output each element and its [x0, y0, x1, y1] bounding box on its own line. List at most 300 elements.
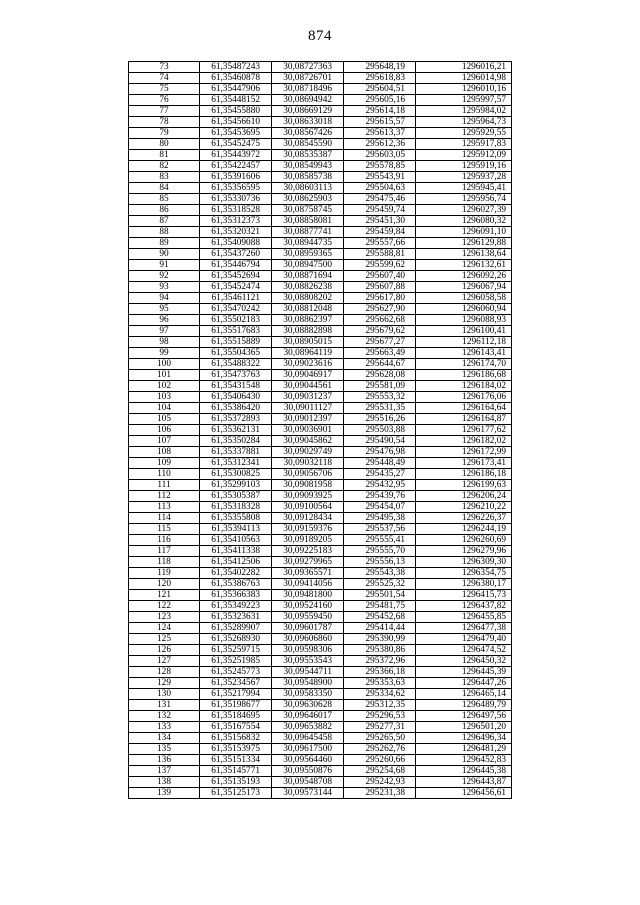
point-number-cell: 90	[129, 249, 200, 260]
longitude-cell: 30,08758745	[272, 205, 344, 216]
point-number-cell: 134	[129, 733, 200, 744]
latitude-cell: 61,35259715	[200, 645, 272, 656]
latitude-cell: 61,35145771	[200, 766, 272, 777]
y-coordinate-cell: 1296016,21	[416, 62, 512, 73]
y-coordinate-cell: 1296455,85	[416, 612, 512, 623]
y-coordinate-cell: 1296244,19	[416, 524, 512, 535]
longitude-cell: 30,09564460	[272, 755, 344, 766]
x-coordinate-cell: 295553,32	[344, 392, 416, 403]
point-number-cell: 107	[129, 436, 200, 447]
latitude-cell: 61,35386420	[200, 403, 272, 414]
latitude-cell: 61,35350284	[200, 436, 272, 447]
x-coordinate-cell: 295557,66	[344, 238, 416, 249]
point-number-cell: 81	[129, 150, 200, 161]
latitude-cell: 61,35289907	[200, 623, 272, 634]
longitude-cell: 30,09414056	[272, 579, 344, 590]
point-number-cell: 129	[129, 678, 200, 689]
latitude-cell: 61,35362131	[200, 425, 272, 436]
page-number: 874	[308, 28, 332, 44]
y-coordinate-cell: 1295956,74	[416, 194, 512, 205]
x-coordinate-cell: 295390,99	[344, 634, 416, 645]
y-coordinate-cell: 1296182,02	[416, 436, 512, 447]
table-row	[129, 315, 512, 326]
point-number-cell: 98	[129, 337, 200, 348]
table-row	[129, 436, 512, 447]
x-coordinate-cell: 295448,49	[344, 458, 416, 469]
latitude-cell: 61,35461121	[200, 293, 272, 304]
y-coordinate-cell: 1296129,88	[416, 238, 512, 249]
point-number-cell: 131	[129, 700, 200, 711]
y-coordinate-cell: 1296501,20	[416, 722, 512, 733]
y-coordinate-cell: 1296088,93	[416, 315, 512, 326]
y-coordinate-cell: 1296206,24	[416, 491, 512, 502]
x-coordinate-cell: 295414,44	[344, 623, 416, 634]
x-coordinate-cell: 295581,09	[344, 381, 416, 392]
latitude-cell: 61,35437260	[200, 249, 272, 260]
latitude-cell: 61,35337881	[200, 447, 272, 458]
table-row	[129, 359, 512, 370]
point-number-cell: 89	[129, 238, 200, 249]
point-number-cell: 132	[129, 711, 200, 722]
y-coordinate-cell: 1295929,55	[416, 128, 512, 139]
latitude-cell: 61,35320321	[200, 227, 272, 238]
table-row	[129, 788, 512, 799]
point-number-cell: 115	[129, 524, 200, 535]
table-row	[129, 513, 512, 524]
y-coordinate-cell: 1296173,41	[416, 458, 512, 469]
point-number-cell: 135	[129, 744, 200, 755]
y-coordinate-cell: 1296452,83	[416, 755, 512, 766]
point-number-cell: 101	[129, 370, 200, 381]
longitude-cell: 30,08726701	[272, 73, 344, 84]
table-row	[129, 150, 512, 161]
y-coordinate-cell: 1295997,57	[416, 95, 512, 106]
x-coordinate-cell: 295265,50	[344, 733, 416, 744]
x-coordinate-cell: 295662,68	[344, 315, 416, 326]
latitude-cell: 61,35447906	[200, 84, 272, 95]
y-coordinate-cell: 1296447,26	[416, 678, 512, 689]
longitude-cell: 30,09544711	[272, 667, 344, 678]
point-number-cell: 122	[129, 601, 200, 612]
x-coordinate-cell: 295555,70	[344, 546, 416, 557]
table-row	[129, 205, 512, 216]
longitude-cell: 30,09032118	[272, 458, 344, 469]
latitude-cell: 61,35452694	[200, 271, 272, 282]
longitude-cell: 30,09225183	[272, 546, 344, 557]
table-row	[129, 535, 512, 546]
latitude-cell: 61,35412506	[200, 557, 272, 568]
point-number-cell: 91	[129, 260, 200, 271]
x-coordinate-cell: 295277,31	[344, 722, 416, 733]
latitude-cell: 61,35410563	[200, 535, 272, 546]
table-row	[129, 469, 512, 480]
table-row	[129, 73, 512, 84]
y-coordinate-cell: 1296014,98	[416, 73, 512, 84]
x-coordinate-cell: 295353,63	[344, 678, 416, 689]
point-number-cell: 77	[129, 106, 200, 117]
point-number-cell: 116	[129, 535, 200, 546]
point-number-cell: 109	[129, 458, 200, 469]
longitude-cell: 30,09598306	[272, 645, 344, 656]
longitude-cell: 30,09029749	[272, 447, 344, 458]
latitude-cell: 61,35318528	[200, 205, 272, 216]
longitude-cell: 30,09553543	[272, 656, 344, 667]
longitude-cell: 30,09036901	[272, 425, 344, 436]
y-coordinate-cell: 1296450,32	[416, 656, 512, 667]
longitude-cell: 30,08625903	[272, 194, 344, 205]
latitude-cell: 61,35402282	[200, 568, 272, 579]
latitude-cell: 61,35409088	[200, 238, 272, 249]
latitude-cell: 61,35502183	[200, 315, 272, 326]
point-number-cell: 110	[129, 469, 200, 480]
point-number-cell: 138	[129, 777, 200, 788]
y-coordinate-cell: 1296497,56	[416, 711, 512, 722]
latitude-cell: 61,35300825	[200, 469, 272, 480]
y-coordinate-cell: 1296465,14	[416, 689, 512, 700]
latitude-cell: 61,35422457	[200, 161, 272, 172]
point-number-cell: 121	[129, 590, 200, 601]
y-coordinate-cell: 1296092,26	[416, 271, 512, 282]
latitude-cell: 61,35446794	[200, 260, 272, 271]
x-coordinate-cell: 295454,07	[344, 502, 416, 513]
table-row	[129, 84, 512, 95]
longitude-cell: 30,09081958	[272, 480, 344, 491]
y-coordinate-cell: 1296437,82	[416, 601, 512, 612]
table-row	[129, 392, 512, 403]
longitude-cell: 30,09044561	[272, 381, 344, 392]
y-coordinate-cell: 1296479,40	[416, 634, 512, 645]
x-coordinate-cell: 295543,91	[344, 172, 416, 183]
x-coordinate-cell: 295501,54	[344, 590, 416, 601]
table-row	[129, 260, 512, 271]
point-number-cell: 111	[129, 480, 200, 491]
point-number-cell: 103	[129, 392, 200, 403]
x-coordinate-cell: 295254,68	[344, 766, 416, 777]
x-coordinate-cell: 295459,74	[344, 205, 416, 216]
x-coordinate-cell: 295432,95	[344, 480, 416, 491]
table-row	[129, 689, 512, 700]
table-row	[129, 546, 512, 557]
latitude-cell: 61,35356595	[200, 183, 272, 194]
x-coordinate-cell: 295556,13	[344, 557, 416, 568]
x-coordinate-cell: 295296,53	[344, 711, 416, 722]
table-row	[129, 117, 512, 128]
longitude-cell: 30,08545590	[272, 139, 344, 150]
y-coordinate-cell: 1295919,16	[416, 161, 512, 172]
x-coordinate-cell: 295435,27	[344, 469, 416, 480]
point-number-cell: 78	[129, 117, 200, 128]
point-number-cell: 97	[129, 326, 200, 337]
table-row	[129, 667, 512, 678]
table-row	[129, 447, 512, 458]
longitude-cell: 30,09606860	[272, 634, 344, 645]
longitude-cell: 30,09559450	[272, 612, 344, 623]
longitude-cell: 30,09023616	[272, 359, 344, 370]
table-row	[129, 722, 512, 733]
x-coordinate-cell: 295242,93	[344, 777, 416, 788]
y-coordinate-cell: 1296164,87	[416, 414, 512, 425]
y-coordinate-cell: 1296260,69	[416, 535, 512, 546]
y-coordinate-cell: 1296172,99	[416, 447, 512, 458]
x-coordinate-cell: 295504,63	[344, 183, 416, 194]
y-coordinate-cell: 1296199,63	[416, 480, 512, 491]
point-number-cell: 125	[129, 634, 200, 645]
y-coordinate-cell: 1296279,96	[416, 546, 512, 557]
latitude-cell: 61,35135193	[200, 777, 272, 788]
point-number-cell: 85	[129, 194, 200, 205]
latitude-cell: 61,35460878	[200, 73, 272, 84]
y-coordinate-cell: 1296354,75	[416, 568, 512, 579]
latitude-cell: 61,35431548	[200, 381, 272, 392]
y-coordinate-cell: 1296164,64	[416, 403, 512, 414]
x-coordinate-cell: 295614,18	[344, 106, 416, 117]
longitude-cell: 30,09045862	[272, 436, 344, 447]
x-coordinate-cell: 295613,37	[344, 128, 416, 139]
table-row	[129, 458, 512, 469]
latitude-cell: 61,35391606	[200, 172, 272, 183]
x-coordinate-cell: 295617,80	[344, 293, 416, 304]
y-coordinate-cell: 1296481,29	[416, 744, 512, 755]
x-coordinate-cell: 295605,16	[344, 95, 416, 106]
x-coordinate-cell: 295439,76	[344, 491, 416, 502]
point-number-cell: 136	[129, 755, 200, 766]
y-coordinate-cell: 1296184,02	[416, 381, 512, 392]
y-coordinate-cell: 1296186,18	[416, 469, 512, 480]
y-coordinate-cell: 1296474,52	[416, 645, 512, 656]
table-row	[129, 106, 512, 117]
point-number-cell: 84	[129, 183, 200, 194]
point-number-cell: 123	[129, 612, 200, 623]
latitude-cell: 61,35411338	[200, 546, 272, 557]
table-row	[129, 95, 512, 106]
point-number-cell: 102	[129, 381, 200, 392]
x-coordinate-cell: 295627,90	[344, 304, 416, 315]
y-coordinate-cell: 1295937,28	[416, 172, 512, 183]
longitude-cell: 30,08567426	[272, 128, 344, 139]
y-coordinate-cell: 1296489,79	[416, 700, 512, 711]
y-coordinate-cell: 1296091,10	[416, 227, 512, 238]
x-coordinate-cell: 295604,51	[344, 84, 416, 95]
table-row	[129, 755, 512, 766]
point-number-cell: 139	[129, 788, 200, 799]
coordinates-table-body	[129, 62, 512, 799]
longitude-cell: 30,09524160	[272, 601, 344, 612]
latitude-cell: 61,35156832	[200, 733, 272, 744]
x-coordinate-cell: 295459,84	[344, 227, 416, 238]
latitude-cell: 61,35452474	[200, 282, 272, 293]
latitude-cell: 61,35366383	[200, 590, 272, 601]
point-number-cell: 130	[129, 689, 200, 700]
point-number-cell: 73	[129, 62, 200, 73]
table-row	[129, 612, 512, 623]
x-coordinate-cell: 295612,36	[344, 139, 416, 150]
point-number-cell: 79	[129, 128, 200, 139]
y-coordinate-cell: 1296477,38	[416, 623, 512, 634]
latitude-cell: 61,35456610	[200, 117, 272, 128]
longitude-cell: 30,09645458	[272, 733, 344, 744]
longitude-cell: 30,09093925	[272, 491, 344, 502]
x-coordinate-cell: 295231,38	[344, 788, 416, 799]
y-coordinate-cell: 1296210,22	[416, 502, 512, 513]
table-row	[129, 216, 512, 227]
x-coordinate-cell: 295476,98	[344, 447, 416, 458]
longitude-cell: 30,09601787	[272, 623, 344, 634]
table-row	[129, 293, 512, 304]
point-number-cell: 106	[129, 425, 200, 436]
table-row	[129, 480, 512, 491]
longitude-cell: 30,09550876	[272, 766, 344, 777]
y-coordinate-cell: 1296415,73	[416, 590, 512, 601]
point-number-cell: 88	[129, 227, 200, 238]
latitude-cell: 61,35198677	[200, 700, 272, 711]
table-row	[129, 568, 512, 579]
longitude-cell: 30,09056706	[272, 469, 344, 480]
point-number-cell: 86	[129, 205, 200, 216]
y-coordinate-cell: 1296058,58	[416, 293, 512, 304]
longitude-cell: 30,09012397	[272, 414, 344, 425]
table-row	[129, 623, 512, 634]
latitude-cell: 61,35355808	[200, 513, 272, 524]
latitude-cell: 61,35488322	[200, 359, 272, 370]
x-coordinate-cell: 295644,67	[344, 359, 416, 370]
longitude-cell: 30,08633018	[272, 117, 344, 128]
y-coordinate-cell: 1296027,39	[416, 205, 512, 216]
longitude-cell: 30,09653882	[272, 722, 344, 733]
point-number-cell: 92	[129, 271, 200, 282]
latitude-cell: 61,35443972	[200, 150, 272, 161]
y-coordinate-cell: 1296060,94	[416, 304, 512, 315]
latitude-cell: 61,35487243	[200, 62, 272, 73]
point-number-cell: 87	[129, 216, 200, 227]
longitude-cell: 30,09617500	[272, 744, 344, 755]
point-number-cell: 126	[129, 645, 200, 656]
point-number-cell: 119	[129, 568, 200, 579]
latitude-cell: 61,35349223	[200, 601, 272, 612]
x-coordinate-cell: 295481,75	[344, 601, 416, 612]
longitude-cell: 30,09128434	[272, 513, 344, 524]
y-coordinate-cell: 1296132,61	[416, 260, 512, 271]
longitude-cell: 30,08871694	[272, 271, 344, 282]
point-number-cell: 75	[129, 84, 200, 95]
x-coordinate-cell: 295503,88	[344, 425, 416, 436]
table-row	[129, 326, 512, 337]
y-coordinate-cell: 1295945,41	[416, 183, 512, 194]
latitude-cell: 61,35184695	[200, 711, 272, 722]
longitude-cell: 30,08718496	[272, 84, 344, 95]
table-row	[129, 524, 512, 535]
longitude-cell: 30,08959365	[272, 249, 344, 260]
longitude-cell: 30,09548708	[272, 777, 344, 788]
y-coordinate-cell: 1296443,87	[416, 777, 512, 788]
y-coordinate-cell: 1296380,17	[416, 579, 512, 590]
y-coordinate-cell: 1296496,34	[416, 733, 512, 744]
x-coordinate-cell: 295588,81	[344, 249, 416, 260]
latitude-cell: 61,35151334	[200, 755, 272, 766]
table-row	[129, 62, 512, 73]
x-coordinate-cell: 295679,62	[344, 326, 416, 337]
x-coordinate-cell: 295334,62	[344, 689, 416, 700]
longitude-cell: 30,08694942	[272, 95, 344, 106]
table-row	[129, 128, 512, 139]
longitude-cell: 30,08535387	[272, 150, 344, 161]
latitude-cell: 61,35473763	[200, 370, 272, 381]
x-coordinate-cell: 295451,30	[344, 216, 416, 227]
latitude-cell: 61,35448152	[200, 95, 272, 106]
point-number-cell: 117	[129, 546, 200, 557]
longitude-cell: 30,08905015	[272, 337, 344, 348]
x-coordinate-cell: 295452,68	[344, 612, 416, 623]
table-row	[129, 645, 512, 656]
longitude-cell: 30,09583350	[272, 689, 344, 700]
table-row	[129, 777, 512, 788]
x-coordinate-cell: 295677,27	[344, 337, 416, 348]
latitude-cell: 61,35245773	[200, 667, 272, 678]
longitude-cell: 30,09279965	[272, 557, 344, 568]
y-coordinate-cell: 1296100,41	[416, 326, 512, 337]
longitude-cell: 30,08808202	[272, 293, 344, 304]
table-row	[129, 139, 512, 150]
table-row	[129, 337, 512, 348]
x-coordinate-cell: 295607,40	[344, 271, 416, 282]
longitude-cell: 30,09573144	[272, 788, 344, 799]
x-coordinate-cell: 295490,54	[344, 436, 416, 447]
point-number-cell: 120	[129, 579, 200, 590]
latitude-cell: 61,35394113	[200, 524, 272, 535]
longitude-cell: 30,08585738	[272, 172, 344, 183]
latitude-cell: 61,35125173	[200, 788, 272, 799]
point-number-cell: 124	[129, 623, 200, 634]
y-coordinate-cell: 1296174,70	[416, 359, 512, 370]
table-row	[129, 370, 512, 381]
y-coordinate-cell: 1296186,68	[416, 370, 512, 381]
table-row	[129, 161, 512, 172]
y-coordinate-cell: 1296226,37	[416, 513, 512, 524]
point-number-cell: 118	[129, 557, 200, 568]
table-row	[129, 491, 512, 502]
latitude-cell: 61,35515889	[200, 337, 272, 348]
point-number-cell: 105	[129, 414, 200, 425]
point-number-cell: 83	[129, 172, 200, 183]
y-coordinate-cell: 1296176,06	[416, 392, 512, 403]
x-coordinate-cell: 295618,83	[344, 73, 416, 84]
longitude-cell: 30,09011127	[272, 403, 344, 414]
x-coordinate-cell: 295537,56	[344, 524, 416, 535]
longitude-cell: 30,08862397	[272, 315, 344, 326]
latitude-cell: 61,35406430	[200, 392, 272, 403]
point-number-cell: 80	[129, 139, 200, 150]
table-row	[129, 700, 512, 711]
x-coordinate-cell: 295525,32	[344, 579, 416, 590]
point-number-cell: 127	[129, 656, 200, 667]
longitude-cell: 30,09189205	[272, 535, 344, 546]
longitude-cell: 30,08549943	[272, 161, 344, 172]
x-coordinate-cell: 295599,62	[344, 260, 416, 271]
x-coordinate-cell: 295543,38	[344, 568, 416, 579]
y-coordinate-cell: 1295984,02	[416, 106, 512, 117]
table-row	[129, 766, 512, 777]
point-number-cell: 113	[129, 502, 200, 513]
x-coordinate-cell: 295578,85	[344, 161, 416, 172]
table-row	[129, 502, 512, 513]
y-coordinate-cell: 1296112,18	[416, 337, 512, 348]
longitude-cell: 30,09630628	[272, 700, 344, 711]
table-row	[129, 414, 512, 425]
x-coordinate-cell: 295603,05	[344, 150, 416, 161]
table-row	[129, 282, 512, 293]
table-row	[129, 194, 512, 205]
x-coordinate-cell: 295555,41	[344, 535, 416, 546]
latitude-cell: 61,35153975	[200, 744, 272, 755]
